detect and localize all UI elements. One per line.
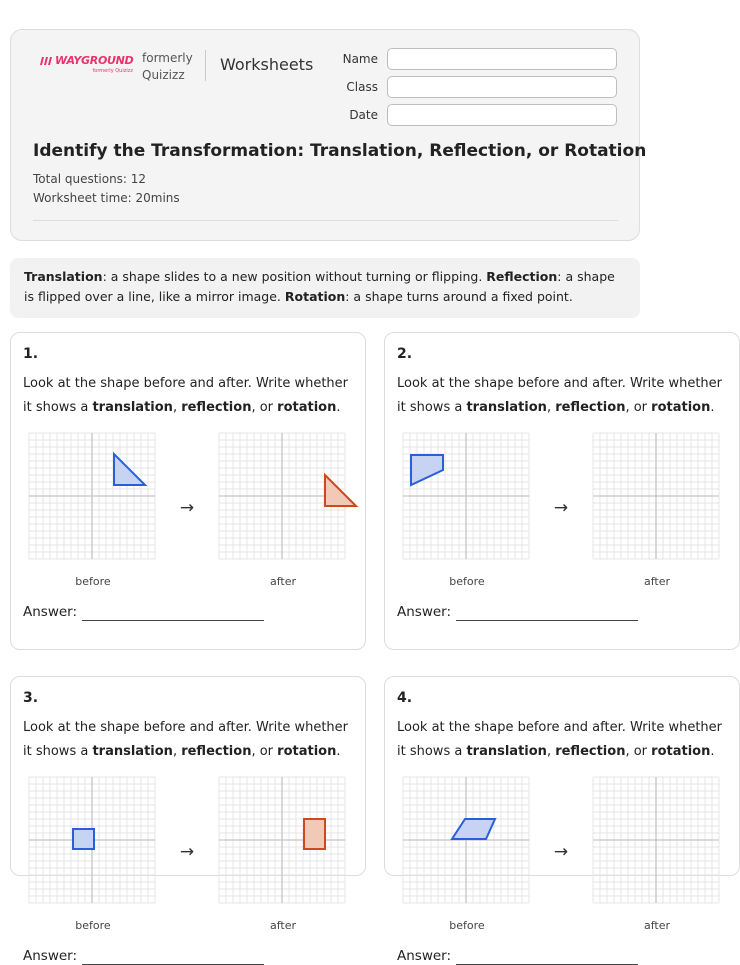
class-label: Class <box>346 80 378 94</box>
answer-label: Answer: <box>23 604 78 620</box>
section-label: Worksheets <box>220 55 314 74</box>
logo-subtext: formerly Quizizz <box>92 68 133 74</box>
arrow-icon: → <box>179 498 195 518</box>
after-grid <box>593 777 719 903</box>
after-caption: after <box>269 575 297 588</box>
after-caption: after <box>269 919 297 932</box>
transformation-figure <box>403 433 723 563</box>
date-label: Date <box>349 108 378 122</box>
transformation-figure <box>403 777 723 907</box>
answer-label: Answer: <box>397 604 452 620</box>
name-label: Name <box>342 52 378 66</box>
before-grid <box>403 777 529 903</box>
definitions-box: Translation: a shape slides to a new position without turning or flipping. Reflection: a shape is flipped over a line, like a mirror image. Rotation: a shape turns around a fixed point. <box>10 258 640 318</box>
worksheet-title: Identify the Transformation: Translation, Reflection, or Rotation <box>33 141 647 161</box>
before-caption: before <box>449 575 485 588</box>
before-quadrilateral <box>411 455 443 485</box>
answer-label: Answer: <box>397 948 452 964</box>
transformation-figure <box>29 777 349 907</box>
after-caption: after <box>643 919 671 932</box>
question-prompt: Look at the shape before and after. Write whether it shows a translation, reflection, or rotation. <box>23 376 348 415</box>
after-grid <box>593 433 719 559</box>
question-number: 3. <box>23 690 39 706</box>
arrow-icon: → <box>553 842 569 862</box>
class-field[interactable] <box>387 76 617 98</box>
arrow-icon: → <box>553 498 569 518</box>
wayground-logo <box>39 54 135 84</box>
before-triangle <box>114 454 145 485</box>
answer-label: Answer: <box>23 948 78 964</box>
answer-field[interactable] <box>456 620 638 621</box>
question-number: 1. <box>23 346 39 362</box>
arrow-icon: → <box>179 842 195 862</box>
before-caption: before <box>449 919 485 932</box>
header-rule <box>33 220 618 221</box>
after-caption: after <box>643 575 671 588</box>
before-grid <box>403 433 529 559</box>
before-grid <box>29 433 155 559</box>
before-parallelogram <box>452 819 495 839</box>
before-grid <box>29 777 155 903</box>
before-caption: before <box>75 919 111 932</box>
worksheet-time: Worksheet time: 20mins <box>33 191 180 205</box>
after-grid <box>219 433 345 559</box>
logo-wordmark: WAYGROUND <box>55 54 134 67</box>
worksheet-header <box>10 29 647 241</box>
after-grid <box>219 777 345 903</box>
question-prompt: Look at the shape before and after. Write whether it shows a translation, reflection, or rotation. <box>397 720 722 759</box>
question-number: 2. <box>397 346 413 362</box>
formerly-note: formerly Quizizz <box>142 51 193 82</box>
question-card <box>10 676 366 964</box>
header-divider <box>205 50 206 81</box>
transformation-figure <box>29 433 349 563</box>
question-prompt: Look at the shape before and after. Write whether it shows a translation, reflection, or rotation. <box>23 720 348 759</box>
logo-mark-icon <box>39 56 53 66</box>
answer-field[interactable] <box>82 620 264 621</box>
question-card <box>384 676 740 964</box>
date-field[interactable] <box>387 104 617 126</box>
question-number: 4. <box>397 690 413 706</box>
question-card <box>10 332 366 650</box>
name-field[interactable] <box>387 48 617 70</box>
before-rectangle <box>73 829 94 849</box>
total-questions: Total questions: 12 <box>33 172 147 186</box>
before-caption: before <box>75 575 111 588</box>
question-card <box>384 332 740 650</box>
question-prompt: Look at the shape before and after. Write whether it shows a translation, reflection, or rotation. <box>397 376 722 415</box>
after-triangle <box>325 475 356 506</box>
after-rectangle <box>304 819 325 849</box>
